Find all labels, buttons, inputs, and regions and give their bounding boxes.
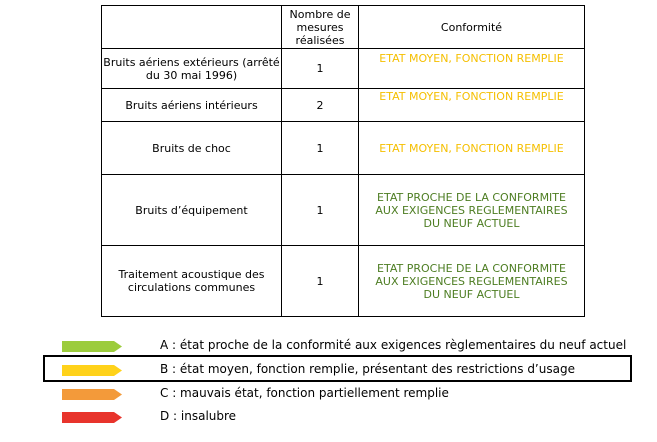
row-count: 1 <box>282 122 359 175</box>
row-status: ETAT MOYEN, FONCTION REMPLIE <box>359 49 585 89</box>
table-header-row <box>102 6 585 49</box>
row-count: 1 <box>282 49 359 89</box>
header-category <box>102 6 282 49</box>
row-label: Traitement acoustique des circulations communes <box>102 246 282 317</box>
grade-c-arrow-icon <box>62 389 122 400</box>
table-row <box>102 122 585 175</box>
grade-a-arrow-icon <box>62 341 122 352</box>
table-row <box>102 89 585 122</box>
table-row <box>102 246 585 317</box>
grade-c-arrow-shape <box>62 389 122 400</box>
header-count: Nombre de mesures réalisées <box>282 6 359 49</box>
header-conformity: Conformité <box>359 6 585 49</box>
row-status: ETAT MOYEN, FONCTION REMPLIE <box>359 122 585 175</box>
row-count: 1 <box>282 246 359 317</box>
row-label: Bruits aériens extérieurs (arrêté du 30 mai 1996) <box>102 49 282 89</box>
legend-text-a: A : état proche de la conformité aux exigences règlementaires du neuf actuel <box>160 338 627 352</box>
row-label: Bruits d’équipement <box>102 175 282 246</box>
legend-text-c: C : mauvais état, fonction partiellement remplie <box>160 386 449 400</box>
grade-b-arrow-shape <box>62 365 122 376</box>
grade-d-arrow-icon <box>62 412 122 423</box>
row-count: 2 <box>282 89 359 122</box>
grade-d-arrow-shape <box>62 412 122 423</box>
row-count: 1 <box>282 175 359 246</box>
row-label: Bruits aériens intérieurs <box>102 89 282 122</box>
table-row <box>102 49 585 89</box>
legend-text-d: D : insalubre <box>160 409 237 423</box>
table-row <box>102 175 585 246</box>
grade-a-arrow-shape <box>62 341 122 352</box>
legend-text-b: B : état moyen, fonction remplie, présentant des restrictions d’usage <box>160 362 575 376</box>
row-label: Bruits de choc <box>102 122 282 175</box>
conformity-table <box>101 5 585 317</box>
grade-b-arrow-icon <box>62 365 122 376</box>
row-status: ETAT PROCHE DE LA CONFORMITE AUX EXIGENCES REGLEMENTAIRES DU NEUF ACTUEL <box>359 175 585 246</box>
row-status: ETAT PROCHE DE LA CONFORMITE AUX EXIGENCES REGLEMENTAIRES DU NEUF ACTUEL <box>359 246 585 317</box>
row-status: ETAT MOYEN, FONCTION REMPLIE <box>359 89 585 122</box>
